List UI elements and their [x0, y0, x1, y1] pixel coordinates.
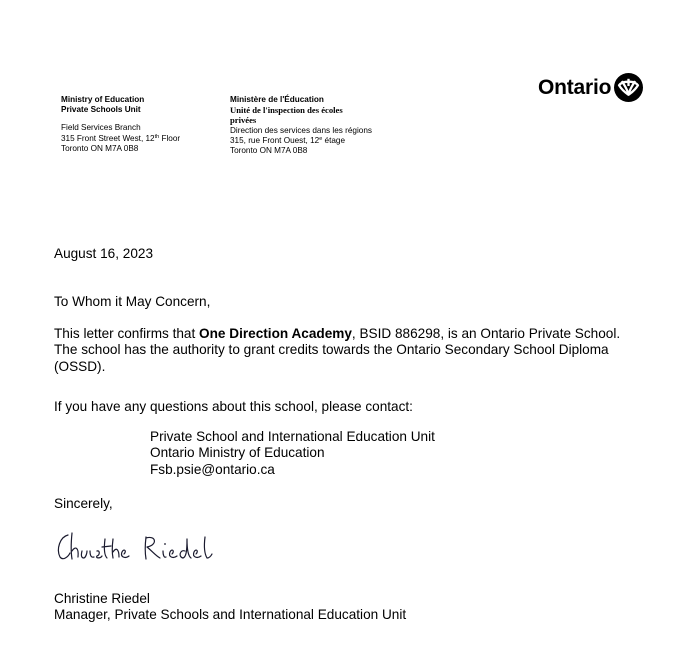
header-french-block — [230, 95, 372, 156]
branch-name-fr: Direction des services dans les régions — [230, 125, 372, 135]
contact-ministry: Ontario Ministry of Education — [150, 445, 325, 461]
ministry-name-en: Ministry of Education — [61, 95, 145, 104]
signature-image — [54, 527, 224, 567]
ministry-name-fr: Ministère de l'Éducation — [230, 95, 324, 104]
contact-prompt: If you have any questions about this school, please contact: — [54, 399, 413, 414]
city-address-fr: Toronto ON M7A 0B8 — [230, 146, 308, 156]
closing: Sincerely, — [54, 496, 113, 511]
signature-block — [54, 591, 406, 624]
contact-block — [150, 429, 435, 478]
street-address-fr: 315, rue Front Ouest, 12e étage — [230, 135, 346, 145]
contact-unit: Private School and International Education Unit — [150, 429, 435, 444]
unit-name-en: Private Schools Unit — [61, 105, 141, 115]
city-address-en: Toronto ON M7A 0B8 — [61, 143, 139, 153]
salutation: To Whom it May Concern, — [54, 294, 211, 309]
header-english-block — [61, 95, 180, 154]
signer-title: Manager, Private Schools and International Education Unit — [54, 607, 407, 623]
contact-email: Fsb.psie@ontario.ca — [150, 461, 275, 477]
branch-name-en: Field Services Branch — [61, 123, 141, 133]
unit-name-fr-line1: Unité de l'inspection des écoles — [230, 105, 343, 116]
ontario-logo — [538, 73, 643, 102]
street-address-en: 315 Front Street West, 12th Floor — [61, 133, 181, 143]
unit-name-fr-line2: privées — [230, 115, 257, 126]
school-name: One Direction Academy — [199, 326, 352, 341]
trillium-icon — [614, 73, 643, 102]
letter-date: August 16, 2023 — [54, 246, 154, 261]
logo-text: Ontario — [538, 75, 612, 99]
confirmation-paragraph: This letter confirms that One Direction Academy, BSID 886298, is an Ontario Private School. The school has the authority to grant credits towards the Ontario Secondary School Diploma (OSSD). — [54, 326, 621, 374]
signer-name: Christine Riedel — [54, 591, 150, 606]
